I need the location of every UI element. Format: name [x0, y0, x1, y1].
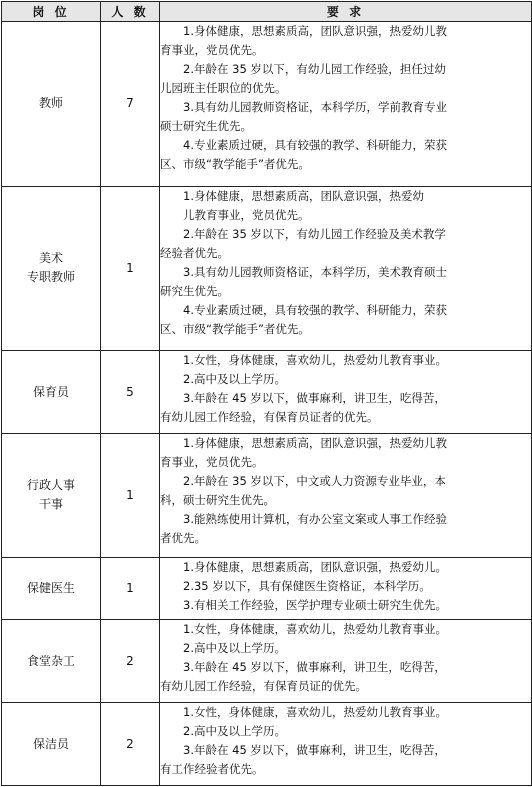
requirement-line: 2.年龄在 35 岁以下，中文或人力资源专业毕业，本: [183, 474, 446, 489]
count-cell: 7: [101, 22, 160, 187]
requirement-line: 2.高中及以上学历。: [183, 724, 286, 739]
position-name: 专职教师: [26, 270, 75, 285]
count-cell: 1: [101, 186, 160, 351]
recruitment-table: [1, 1, 532, 786]
requirement-line: 者优先。: [160, 531, 206, 546]
position-cell: [2, 703, 101, 786]
requirement-line: 儿教育事业，党员优先。: [183, 207, 310, 222]
count-cell: 1: [101, 434, 160, 558]
requirement-line: 4.专业素质过硬，具有较强的教学、科研能力，荣获: [183, 138, 447, 152]
requirements-cell: [160, 557, 532, 619]
position-name: 美术: [38, 251, 63, 266]
requirement-line: 2.高中及以上学历。: [183, 372, 286, 387]
position-name: 行政人事: [26, 478, 75, 493]
table-row: [2, 186, 532, 351]
requirement-line: 区、市级“教学能手”者优先。: [160, 321, 310, 336]
requirement-line: 有工作经验者优先。: [160, 762, 264, 777]
requirements-cell: [160, 620, 532, 703]
requirement-line: 2.年龄在 35 岁以下，有幼儿园工作经验及美术教学: [183, 226, 446, 241]
requirement-line: 1.身体健康，思想素质高，团队意识强，热爱幼儿。: [183, 559, 447, 574]
count-cell: 2: [101, 703, 160, 786]
table-row: [2, 620, 532, 703]
requirement-line: 育事业，党员优先。: [160, 455, 264, 470]
requirement-line: 区、市级“教学能手”者优先。: [160, 157, 310, 171]
header-requirements: 要 求: [160, 2, 532, 22]
position-cell: [2, 351, 101, 434]
position-cell: [2, 22, 101, 187]
requirement-line: 科，硕士研究生优先。: [160, 493, 275, 508]
count-cell: 2: [101, 620, 160, 703]
table-body: [2, 22, 532, 786]
requirement-line: 2.高中及以上学历。: [183, 641, 286, 656]
position-cell: [2, 186, 101, 351]
requirements-cell: [160, 703, 532, 786]
position-name: 食堂杂工: [26, 653, 75, 668]
requirement-line: 硕士研究生优先。: [160, 119, 252, 133]
requirement-line: 4.专业素质过硬，具有较强的教学、科研能力，荣获: [183, 302, 447, 317]
requirements-cell: [160, 22, 532, 187]
position-cell: [2, 434, 101, 558]
header-row: [2, 2, 532, 22]
position-name: 保健医生: [26, 581, 75, 596]
requirement-line: 儿园班主任职位的优先。: [160, 81, 287, 95]
position-name: 保洁员: [32, 736, 69, 751]
requirement-line: 1.女性，身体健康，喜欢幼儿，热爱幼儿教育事业。: [183, 705, 447, 720]
requirements-cell: [160, 434, 532, 558]
requirement-line: 有幼儿园工作经验，有保育员证者的优先。: [160, 410, 379, 425]
requirements-cell: [160, 351, 532, 434]
requirements-cell: [160, 186, 532, 351]
header-position: 岗 位: [2, 2, 101, 22]
requirement-line: 2.年龄在 35 岁以下，有幼儿园工作经验，担任过幼: [183, 62, 446, 76]
position-name: 教师: [38, 96, 63, 111]
table-row: [2, 351, 532, 434]
table-row: [2, 22, 532, 187]
requirement-line: 1.身体健康，思想素质高，团队意识强，热爱幼: [183, 188, 424, 203]
position-cell: [2, 557, 101, 619]
header-count: 人 数: [101, 2, 160, 22]
requirement-line: 1.女性，身体健康，喜欢幼儿，热爱幼儿教育事业。: [183, 622, 447, 637]
table-row: [2, 434, 532, 558]
requirement-line: 经验者优先。: [160, 245, 229, 260]
requirement-line: 1.女性，身体健康，喜欢幼儿，热爱幼儿教育事业。: [183, 353, 447, 368]
requirement-line: 有幼儿园工作经验，有保育员证的优先。: [160, 679, 367, 694]
requirement-line: 2.35 岁以下，具有保健医生资格证，本科学历。: [183, 578, 431, 593]
requirement-line: 1.身体健康，思想素质高，团队意识强，热爱幼儿教: [183, 24, 447, 38]
count-cell: 1: [101, 557, 160, 619]
count-cell: 5: [101, 351, 160, 434]
table-row: [2, 557, 532, 619]
table-row: [2, 703, 532, 786]
requirement-line: 3.具有幼儿园教师资格证，本科学历，学前教育专业: [183, 100, 447, 114]
position-name: 干事: [38, 497, 63, 512]
requirement-line: 3.具有幼儿园教师资格证，本科学历，美术教育硕士: [183, 264, 447, 279]
requirement-line: 3.年龄在 45 岁以下，做事麻利，讲卫生，吃得苦，: [183, 660, 446, 675]
requirement-line: 1.身体健康，思想素质高，团队意识强，热爱幼儿教: [183, 436, 447, 451]
requirement-line: 育事业，党员优先。: [160, 43, 264, 57]
requirement-line: 3.能熟练使用计算机，有办公室文案或人事工作经验: [183, 512, 447, 527]
requirement-line: 3.年龄在 45 岁以下，做事麻利，讲卫生，吃得苦，: [183, 743, 446, 758]
requirement-line: 研究生优先。: [160, 283, 229, 298]
position-cell: [2, 620, 101, 703]
requirement-line: 3.有相关工作经验，医学护理专业硕士研究生优先。: [183, 597, 447, 612]
position-name: 保育员: [32, 384, 69, 399]
requirement-line: 3.年龄在 45 岁以下，做事麻利，讲卫生，吃得苦，: [183, 391, 446, 406]
